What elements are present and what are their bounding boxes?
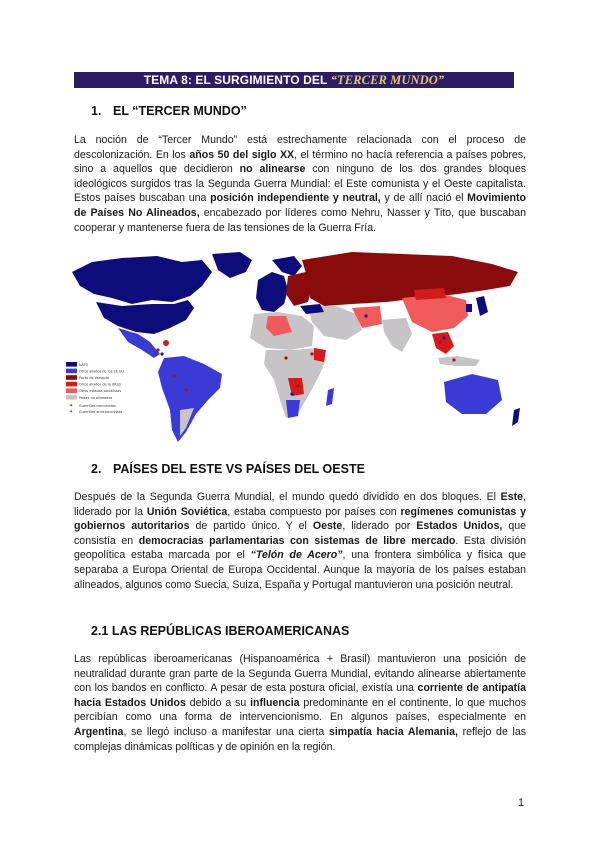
legend-swatch xyxy=(66,388,77,393)
legend-marker-icon: ✦ xyxy=(69,403,74,410)
text-run: , una frontera simbólica y física que separaba a Europa Oriental de Europa Occidental. Aunque la mayoría de los países estaban alineados, algunos como Suecia, Suiza, España y Portugal mantuvieron una posición neutral. xyxy=(74,549,527,591)
text-run: , liderado por xyxy=(342,520,417,533)
text-run: influencia xyxy=(250,696,300,709)
text-run: Este xyxy=(500,491,524,503)
legend-marker-label: Guerrillas comunistas xyxy=(79,404,116,408)
text-run: “Telón de Acero” xyxy=(250,549,343,562)
text-run: no alinearse xyxy=(239,163,306,176)
text-run: Argentina xyxy=(74,725,124,738)
section-2-paragraph xyxy=(74,490,526,592)
legend-label: Otros estados socialistas xyxy=(79,389,122,394)
text-run: Estados Unidos, xyxy=(416,520,503,533)
legend-swatch xyxy=(66,362,77,367)
text-run: que consistía en xyxy=(74,520,527,547)
legend-label: Otros aliados de los EE.UU. xyxy=(79,369,125,374)
text-run: corriente de antipatía hacia Estados Unidos xyxy=(74,682,526,709)
world-map-image xyxy=(62,250,530,446)
section-1-title: EL “TERCER MUNDO” xyxy=(113,104,247,118)
title-highlight: “TERCER MUNDO” xyxy=(330,73,445,87)
text-run: democracias parlamentarias con sistemas de libre mercado xyxy=(138,534,456,547)
text-run: posición independiente y neutral, xyxy=(210,192,381,205)
text-run: reflejo de las complejas dinámicas políticas y de opinión en la región. xyxy=(74,725,527,753)
text-run: , el término no hacía referencia a países pobres, sino a aquellos que decidieron xyxy=(74,148,526,176)
text-run: , se llegó incluso a manifestar una cierta xyxy=(123,725,329,738)
page-number: 1 xyxy=(518,797,525,809)
text-run: regímenes comunistas y gobiernos autoritarios xyxy=(74,505,526,533)
section-1-paragraph xyxy=(74,133,526,235)
section-1-heading xyxy=(91,104,247,118)
legend-label: Otros aliados de la URSS xyxy=(79,382,121,387)
section-2-1-title: 2.1 LAS REPÚBLICAS IBEROAMERICANAS xyxy=(91,624,350,638)
legend-swatch xyxy=(66,369,77,374)
cold-war-world-map xyxy=(62,250,530,446)
section-2-1-heading xyxy=(91,624,349,638)
text-run: simpatía hacia Alemania, xyxy=(328,725,458,738)
section-2-heading xyxy=(91,462,365,476)
text-run: Después de la Segunda Guerra Mundial, el mundo quedó dividido en dos bloques. El xyxy=(74,491,501,503)
legend-label: Países no alineados xyxy=(79,395,113,400)
text-run: , liderado por la xyxy=(74,491,526,518)
legend-swatch xyxy=(66,395,77,400)
text-run: Oeste xyxy=(312,520,343,533)
text-run: de partido único. Y el xyxy=(189,520,313,533)
text-run: encabezado por líderes como Nehru, Nasser y Tito, que buscaban cooperar y mantenerse fuera de las tensiones de la Guerra Fría. xyxy=(74,206,526,234)
text-run: y de allí nació el xyxy=(380,192,468,205)
text-run: Unión Soviética xyxy=(146,505,228,518)
text-run: , estaba compuesto por países con xyxy=(227,505,401,518)
title-text: TEMA 8: EL SURGIMIENTO DEL xyxy=(143,73,331,87)
text-run: Movimiento de Países No Alineados, xyxy=(74,192,526,219)
text-run: debido a su xyxy=(185,696,251,709)
map-region-southern-africa xyxy=(286,400,300,418)
legend-marker-icon: ✦ xyxy=(69,409,74,416)
section-2-1-paragraph xyxy=(74,652,526,754)
text-run: . Esta división geopolítica estaba marcada por el xyxy=(74,534,527,562)
text-run: predominante en el continente, lo que muchos percibían como una forma de intervencionismo. En algunos países, especialmente en xyxy=(74,696,526,724)
text-run: Las repúblicas iberoamericanas (Hispanoamérica + Brasil) mantuvieron una posición de neutralidad durante gran parte de la Segunda Guerra Mundial, evitando alinearse abiertamente con los bandos en conflicto. A pesar de esta postura oficial, existía una xyxy=(74,653,526,695)
page-title xyxy=(74,72,514,88)
map-region-mongolia xyxy=(414,288,446,300)
legend-swatch xyxy=(66,375,77,380)
text-run: años 50 del siglo XX xyxy=(189,148,295,161)
section-1-number: 1. xyxy=(91,104,102,118)
text-run: La noción de “Tercer Mundo” está estrechamente relacionada con el proceso de descolonización. En los xyxy=(74,134,526,161)
section-2-title: PAÍSES DEL ESTE VS PAÍSES DEL OESTE xyxy=(113,462,365,476)
legend-marker-label: Guerrillas anticomunistas xyxy=(79,410,123,414)
text-run: con ninguno de los dos grandes bloques ideológicos surgidos tras la Segunda Guerra Mundial: el Este comunista y el Oeste capitalista. Estos países buscaban una xyxy=(74,163,527,205)
section-2-number: 2. xyxy=(91,462,102,476)
legend-swatch xyxy=(66,382,77,387)
legend-label: NATO xyxy=(79,362,89,367)
legend-label: Pacto de Varsovia xyxy=(79,376,110,380)
map-region-cuba xyxy=(163,340,169,346)
